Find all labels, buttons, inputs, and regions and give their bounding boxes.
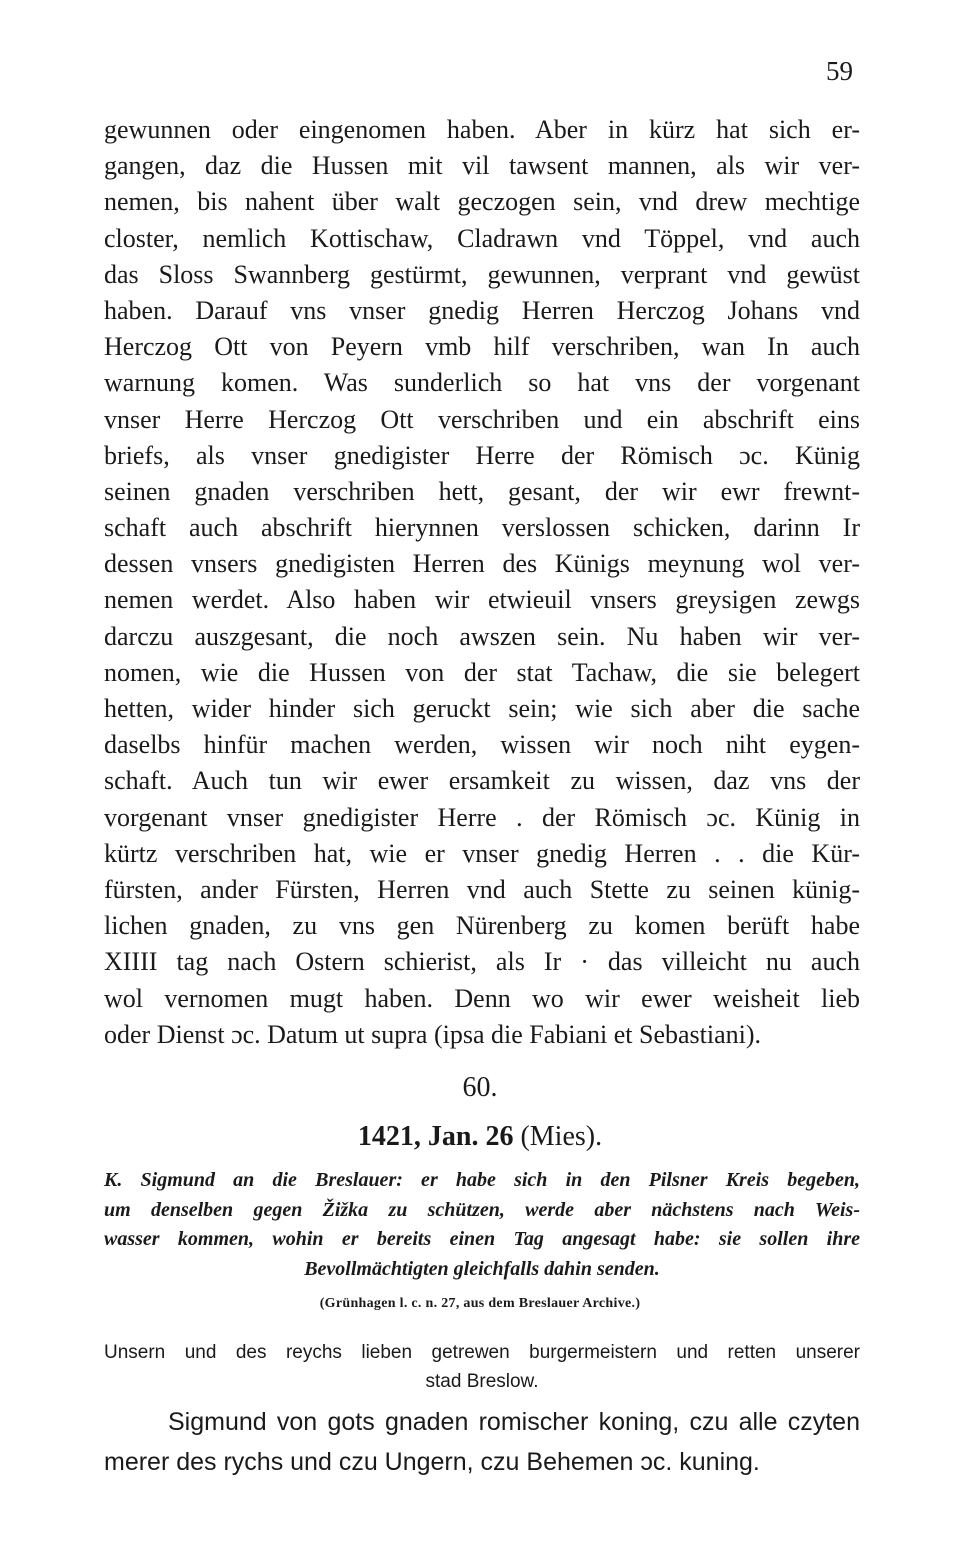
text-line: briefs, als vnser gnedigister Herre der Römisch ɔc. Künig: [104, 440, 860, 470]
salutation-line: merer des rychs und czu Ungern, czu Behemen ɔc. kuning.: [104, 1448, 760, 1476]
document-place: (Mies).: [520, 1121, 603, 1152]
text-line: haben. Darauf vns vnser gnedig Herren Herczog Johans vnd: [104, 295, 860, 325]
text-line: nemen, bis nahent über walt geczogen sein, vnd drew mechtige: [104, 187, 860, 217]
text-line: nomen, wie die Hussen von der stat Tachaw, die sie belegert: [104, 657, 860, 687]
letter-body-text: [104, 112, 860, 1053]
address-line: stad Breslow.: [425, 1371, 539, 1392]
document-number: 60.: [462, 1072, 498, 1103]
text-line: hetten, wider hinder sich geruckt sein; wie sich aber die sache: [104, 694, 860, 723]
text-line: lichen gnaden, zu vns gen Nürenberg zu komen berüft habe: [104, 911, 860, 941]
text-line: Herczog Ott von Peyern vmb hilf verschriben, wan In auch: [104, 332, 860, 362]
source-citation: (Grünhagen l. c. n. 27, aus dem Breslauer Archive.): [319, 1296, 641, 1311]
text-line: nemen werdet. Also haben wir etwieuil vnsers greysigen zewgs: [104, 585, 860, 615]
summary-line: um denselben gegen Žižka zu schützen, werde aber nächstens nach Weis-: [104, 1198, 860, 1221]
salutation-line: Sigmund von gots gnaden romischer koning, czu alle czyten: [168, 1408, 860, 1436]
summary-line: K. Sigmund an die Breslauer: er habe sich in den Pilsner Kreis begeben,: [104, 1169, 860, 1191]
summary-line: Bevollmächtigten gleichfalls dahin senden.: [304, 1257, 660, 1280]
text-line: seinen gnaden verschriben hett, gesant, der wir ewr frewnt-: [104, 476, 860, 506]
text-line: warnung komen. Was sunderlich so hat vns der vorgenant: [104, 368, 860, 398]
text-line: closter, nemlich Kottischaw, Cladrawn vnd Töppel, vnd auch: [104, 223, 860, 253]
letter-salutation: [104, 1402, 860, 1482]
text-line: gewunnen oder eingenomen haben. Aber in kürz hat sich er-: [104, 115, 860, 144]
text-line: oder Dienst ɔc. Datum ut supra (ipsa die Fabiani et Sebastiani).: [104, 1019, 762, 1049]
address-line: Unsern und des reychs lieben getrewen burgermeistern und retten unserer: [104, 1342, 860, 1363]
text-line: vnser Herre Herczog Ott verschriben und ein abschrift eins: [104, 404, 860, 434]
text-line: XIIII tag nach Ostern schierist, als Ir · das villeicht nu auch: [104, 947, 860, 977]
document-date: 1421, Jan. 26: [357, 1121, 514, 1152]
document-date-heading: [0, 1121, 960, 1153]
text-line: dessen vnsers gnedigisten Herren des Künigs meynung wol ver-: [104, 549, 860, 579]
text-line: wol vernomen mugt haben. Denn wo wir ewer weisheit lieb: [104, 983, 860, 1013]
text-line: daselbs hinfür machen werden, wissen wir noch niht eygen-: [104, 730, 860, 760]
text-line: kürtz verschriben hat, wie er vnser gnedig Herren . . die Kür-: [104, 838, 860, 868]
text-line: schaft auch abschrift hierynnen verslossen schicken, darinn Ir: [104, 513, 860, 543]
page-number: 59: [826, 56, 853, 86]
text-line: gangen, daz die Hussen mit vil tawsent mannen, als wir ver-: [104, 151, 860, 181]
summary-line: wasser kommen, wohin er bereits einen Tag angesagt habe: sie sollen ihre: [104, 1228, 860, 1250]
text-line: darczu auszgesant, die noch awszen sein. Nu haben wir ver-: [104, 621, 860, 651]
text-line: fürsten, ander Fürsten, Herren vnd auch Stette zu seinen künig-: [104, 874, 860, 904]
document-summary: [104, 1166, 860, 1284]
text-line: schaft. Auch tun wir ewer ersamkeit zu wissen, daz vns der: [104, 766, 860, 796]
text-line: das Sloss Swannberg gestürmt, gewunnen, verprant vnd gewüst: [104, 259, 860, 289]
text-line: vorgenant vnser gnedigister Herre . der Römisch ɔc. Künig in: [104, 802, 860, 832]
letter-address: [104, 1338, 860, 1396]
